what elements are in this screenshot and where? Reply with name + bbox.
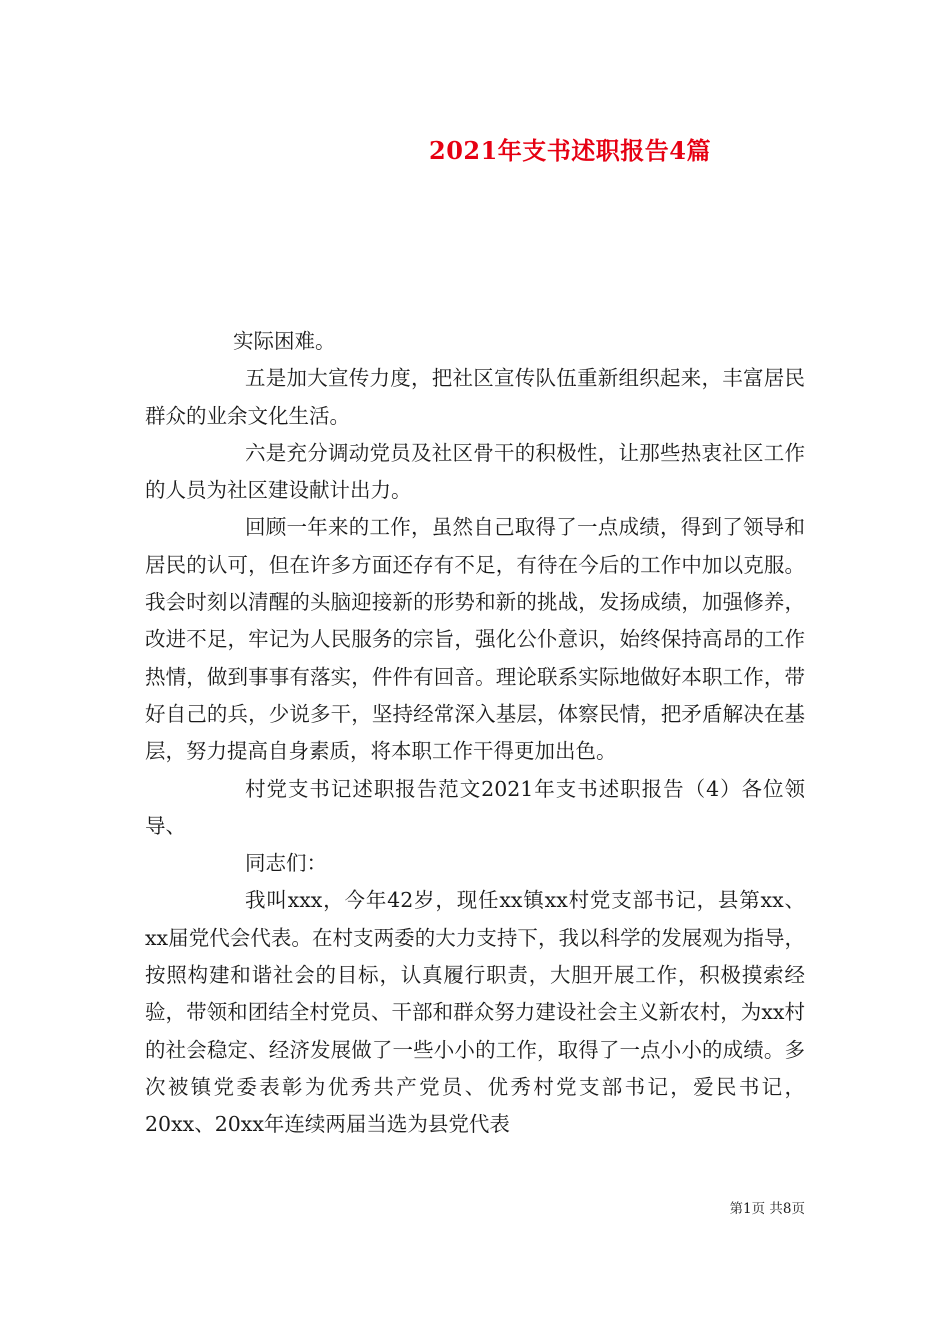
- page-number: 第1页 共8页: [729, 1201, 805, 1217]
- paragraph: 同志们：: [245, 851, 327, 876]
- paragraph: 五是加大宣传力度，把社区宣传队伍重新组织起来，丰富居民群众的业余文化生活。: [145, 366, 805, 428]
- paragraph: 我叫xxx，今年42岁，现任xx镇xx村党支部书记，县第xx、xx届党代会代表。在村支两委的大力支持下，我以科学的发展观为指导，按照构建和谐社会的目标，认真履行职责，大胆开展工作，积极摸索经验，带领和团结全村党员、干部和群众努力建设社会主义新农村，为xx村的社会稳定、经济发展做了一些小小的工作，取得了一点小小的成绩。多次被镇党委表彰为优秀共产党员、优秀村党支部书记，爱民书记，20xx、20xx年连续两届当选为县党代表: [145, 888, 805, 1137]
- document-title: 2021年支书述职报告4篇: [429, 136, 711, 165]
- paragraph: 回顾一年来的工作，虽然自己取得了一点成绩，得到了领导和居民的认可，但在许多方面还存有不足，有待在今后的工作中加以克服。我会时刻以清醒的头脑迎接新的形势和新的挑战，发扬成绩，加强修养，改进不足，牢记为人民服务的宗旨，强化公仆意识，始终保持高昂的工作热情，做到事事有落实，件件有回音。理论联系实际地做好本职工作，带好自己的兵，少说多干，坚持经常深入基层，体察民情，把矛盾解决在基层，努力提高自身素质，将本职工作干得更加出色。: [145, 515, 805, 764]
- document-body: [145, 323, 805, 1144]
- paragraph: 村党支书记述职报告范文2021年支书述职报告（4）各位领导、: [145, 776, 805, 838]
- paragraph: 实际困难。: [233, 329, 336, 353]
- paragraph: 六是充分调动党员及社区骨干的积极性，让那些热衷社区工作的人员为社区建设献计出力。: [145, 440, 805, 503]
